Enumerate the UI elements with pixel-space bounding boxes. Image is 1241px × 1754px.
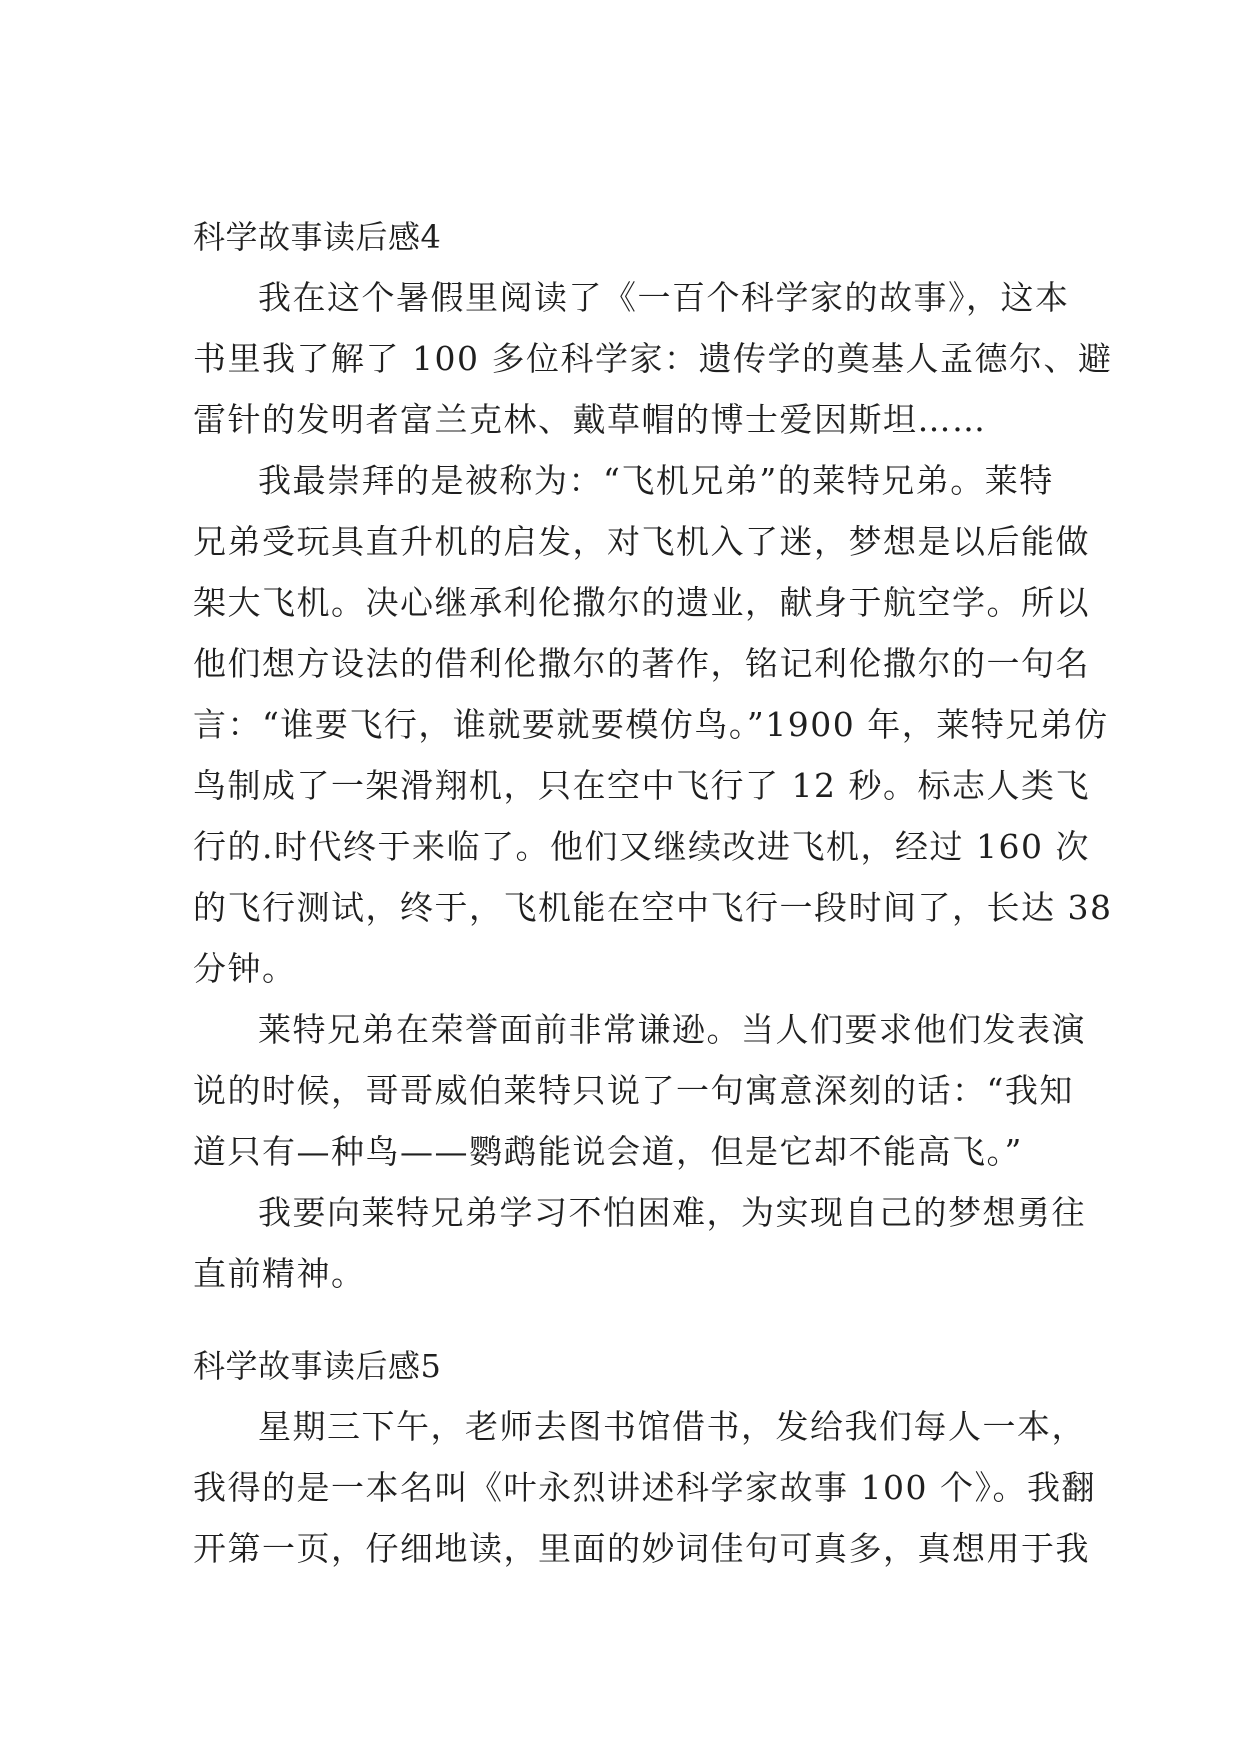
section-heading-4: 科学故事读后感4 — [193, 218, 442, 256]
paragraph-line: 我在这个暑假里阅读了《一百个科学家的故事》，这本 — [258, 278, 1070, 317]
paragraph-line: 行的.时代终于来临了。他们又继续改进飞机，经过 160 次 — [193, 827, 1090, 866]
paragraph-line: 我得的是一本名叫《叶永烈讲述科学家故事 100 个》。我翻 — [193, 1468, 1096, 1507]
paragraph-line: 他们想方设法的借利伦撒尔的著作，铭记利伦撒尔的一句名 — [193, 644, 1090, 683]
section-heading-5: 科学故事读后感5 — [193, 1347, 442, 1385]
paragraph-line: 言：“谁要飞行，谁就要就要模仿鸟。”1900 年，莱特兄弟仿 — [193, 705, 1109, 744]
paragraph-line: 分钟。 — [193, 949, 297, 988]
paragraph-line: 道只有—种鸟——鹦鹉能说会道，但是它却不能高飞。” — [193, 1132, 1023, 1171]
paragraph-line: 直前精神。 — [193, 1254, 366, 1293]
paragraph-line: 我要向莱特兄弟学习不怕困难，为实现自己的梦想勇往 — [258, 1193, 1086, 1232]
paragraph-line: 的飞行测试，终于，飞机能在空中飞行一段时间了，长达 38 — [193, 888, 1113, 927]
paragraph-line: 我最崇拜的是被称为：“飞机兄弟”的莱特兄弟。莱特 — [258, 461, 1054, 500]
paragraph-line: 说的时候，哥哥威伯莱特只说了一句寓意深刻的话：“我知 — [193, 1071, 1074, 1110]
paragraph-line: 雷针的发明者富兰克林、戴草帽的博士爱因斯坦…… — [193, 400, 987, 439]
paragraph-line: 星期三下午，老师去图书馆借书，发给我们每人一本， — [258, 1407, 1086, 1446]
paragraph-line: 架大飞机。决心继承利伦撒尔的遗业，献身于航空学。所以 — [193, 583, 1090, 622]
paragraph-line: 鸟制成了一架滑翔机，只在空中飞行了 12 秒。标志人类飞 — [193, 766, 1090, 805]
paragraph-line: 书里我了解了 100 多位科学家：遗传学的奠基人孟德尔、避 — [193, 339, 1113, 378]
paragraph-line: 兄弟受玩具直升机的启发，对飞机入了迷，梦想是以后能做 — [193, 522, 1090, 561]
paragraph-line: 莱特兄弟在荣誉面前非常谦逊。当人们要求他们发表演 — [258, 1010, 1086, 1049]
paragraph-line: 开第一页，仔细地读，里面的妙词佳句可真多，真想用于我 — [193, 1529, 1090, 1568]
